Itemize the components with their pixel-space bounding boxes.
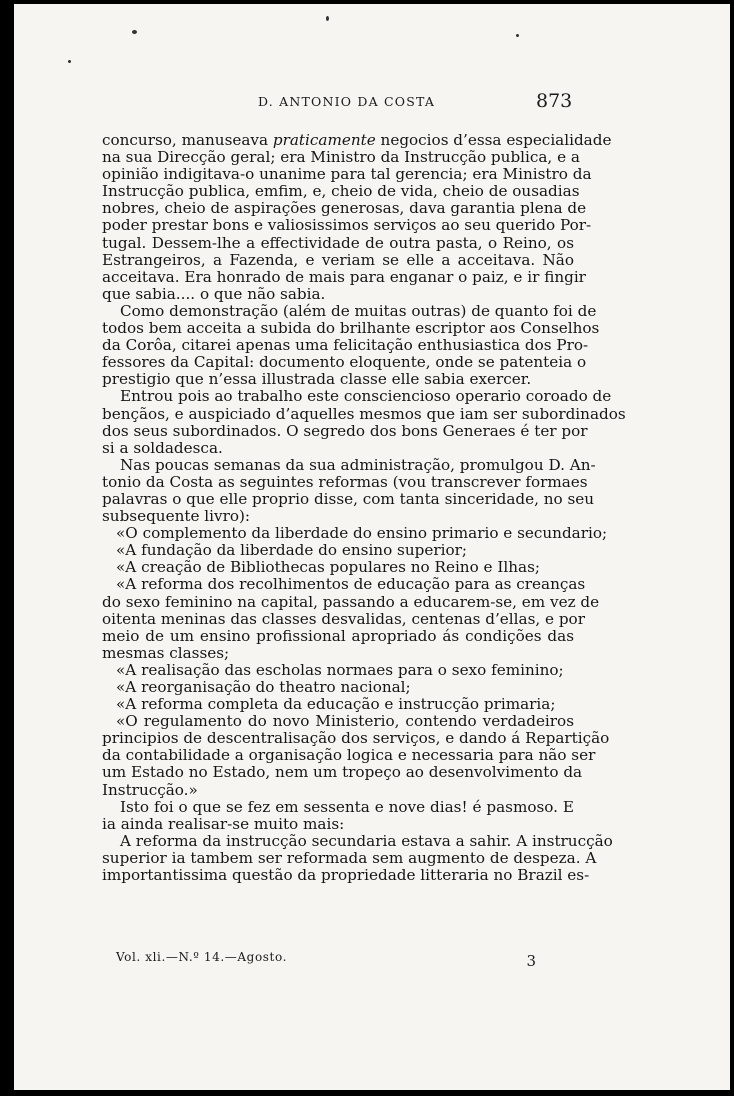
text-line: «A reorganisação do theatro nacional;	[116, 678, 411, 696]
text-line: principios de descentralisação dos serviços, e dando á Repartição	[102, 729, 610, 748]
print-speck	[132, 30, 137, 34]
text-line: superior ia tambem ser reformada sem augmento de despeza. A	[102, 848, 597, 867]
text-line: nobres, cheio de aspirações generosas, dava garantia plena de	[102, 199, 587, 218]
text-line: mesmas classes;	[102, 643, 230, 662]
text-line: Como demonstração (além de muitas outras) de quanto foi de	[120, 301, 597, 320]
text-line: Isto foi o que se fez em sessenta e nove dias! é pasmoso. E	[120, 797, 574, 816]
text-line: oitenta meninas das classes desvalidas, centenas d’ellas, e por	[102, 609, 585, 628]
text-line: Nas poucas semanas da sua administração, promulgou D. An-	[120, 455, 596, 474]
text-line: Instrucção publica, emfim, e, cheio de vida, cheio de ousadias	[102, 182, 580, 201]
signature-mark: 3	[526, 952, 536, 970]
text-line: Estrangeiros, a Fazenda, e veriam se elle a acceitava. Não	[102, 250, 574, 269]
text-body	[102, 131, 626, 885]
text-line: todos bem acceita a subida do brilhante escriptor aos Conselhos	[102, 319, 600, 338]
text-line: da contabilidade a organisação logica e necessaria para não ser	[102, 746, 596, 765]
print-speck	[326, 16, 329, 21]
text-line: que sabia.... o que não sabia.	[102, 284, 326, 303]
text-line: do sexo feminino na capital, passando a educarem-se, em vez de	[102, 592, 600, 611]
text-line: dos seus subordinados. O segredo dos bons Generaes é ter por	[102, 421, 588, 440]
text-line: «O complemento da liberdade do ensino primario e secundario;	[116, 524, 608, 543]
running-title: D. ANTONIO DA COSTA	[258, 94, 436, 109]
text-line: Instrucção.»	[102, 780, 198, 799]
text-line: fessores da Capital: documento eloquente, onde se patenteia o	[102, 353, 587, 372]
text-line: meio de um ensino profissional apropriado ás condições das	[102, 626, 574, 645]
running-head	[14, 90, 730, 118]
text-line: «A reforma dos recolhimentos de educação para as creanças	[116, 575, 586, 594]
volume-signature: Vol. xli.—N.º 14.—Agosto.	[116, 950, 287, 964]
text-line: da Corôa, citarei apenas uma felicitação enthusiastica dos Pro-	[102, 336, 589, 355]
text-line: tonio da Costa as seguintes reformas (vou transcrever formaes	[102, 472, 588, 491]
text-line: tugal. Dessem-lhe a effectividade de outra pasta, o Reino, os	[102, 233, 574, 252]
text-line: um Estado no Estado, nem um tropeço ao desenvolvimento da	[102, 763, 583, 782]
text-line: ia ainda realisar-se muito mais:	[102, 814, 345, 833]
print-speck	[516, 34, 519, 37]
text-line: subsequente livro):	[102, 507, 251, 526]
page-number: 873	[536, 90, 573, 112]
text-line: concurso, manuseava praticamente negocios d’essa especialidade	[102, 131, 612, 149]
text-line: na sua Direcção geral; era Ministro da Instrucção publica, e a	[102, 148, 580, 167]
text-line: palavras o que elle proprio disse, com tanta sinceridade, no seu	[102, 489, 595, 508]
text-line: A reforma da instrucção secundaria estava a sahir. A instrucção	[120, 831, 613, 850]
text-line: «A creação de Bibliothecas populares no Reino e Ilhas;	[116, 558, 540, 577]
book-page	[14, 4, 730, 1090]
text-line: si a soldadesca.	[102, 438, 223, 457]
text-line: opinião indigitava-o unanime para tal gerencia; era Ministro da	[102, 165, 592, 184]
text-line: «A realisação das escholas normaes para o sexo feminino;	[116, 660, 564, 679]
print-speck	[68, 60, 71, 63]
text-line: Entrou pois ao trabalho este consciencioso operario coroado de	[120, 387, 612, 406]
text-line: importantissima questão da propriedade litteraria no Brazil es-	[102, 866, 590, 885]
text-line: poder prestar bons e valiosissimos serviços ao seu querido Por-	[102, 216, 592, 235]
text-line: «O regulamento do novo Ministerio, contendo verdadeiros	[116, 712, 574, 731]
text-line: bençãos, e auspiciado d’aquelles mesmos que iam ser subordinados	[102, 404, 626, 423]
page-footer	[116, 950, 556, 970]
text-line: acceitava. Era honrado de mais para enganar o paiz, e ir fingir	[102, 267, 586, 286]
text-line: «A reforma completa da educação e instrucção primaria;	[116, 695, 556, 714]
text-line: «A fundação da liberdade do ensino superior;	[116, 541, 467, 560]
text-line: prestigio que n’essa illustrada classe elle sabia exercer.	[102, 370, 532, 389]
